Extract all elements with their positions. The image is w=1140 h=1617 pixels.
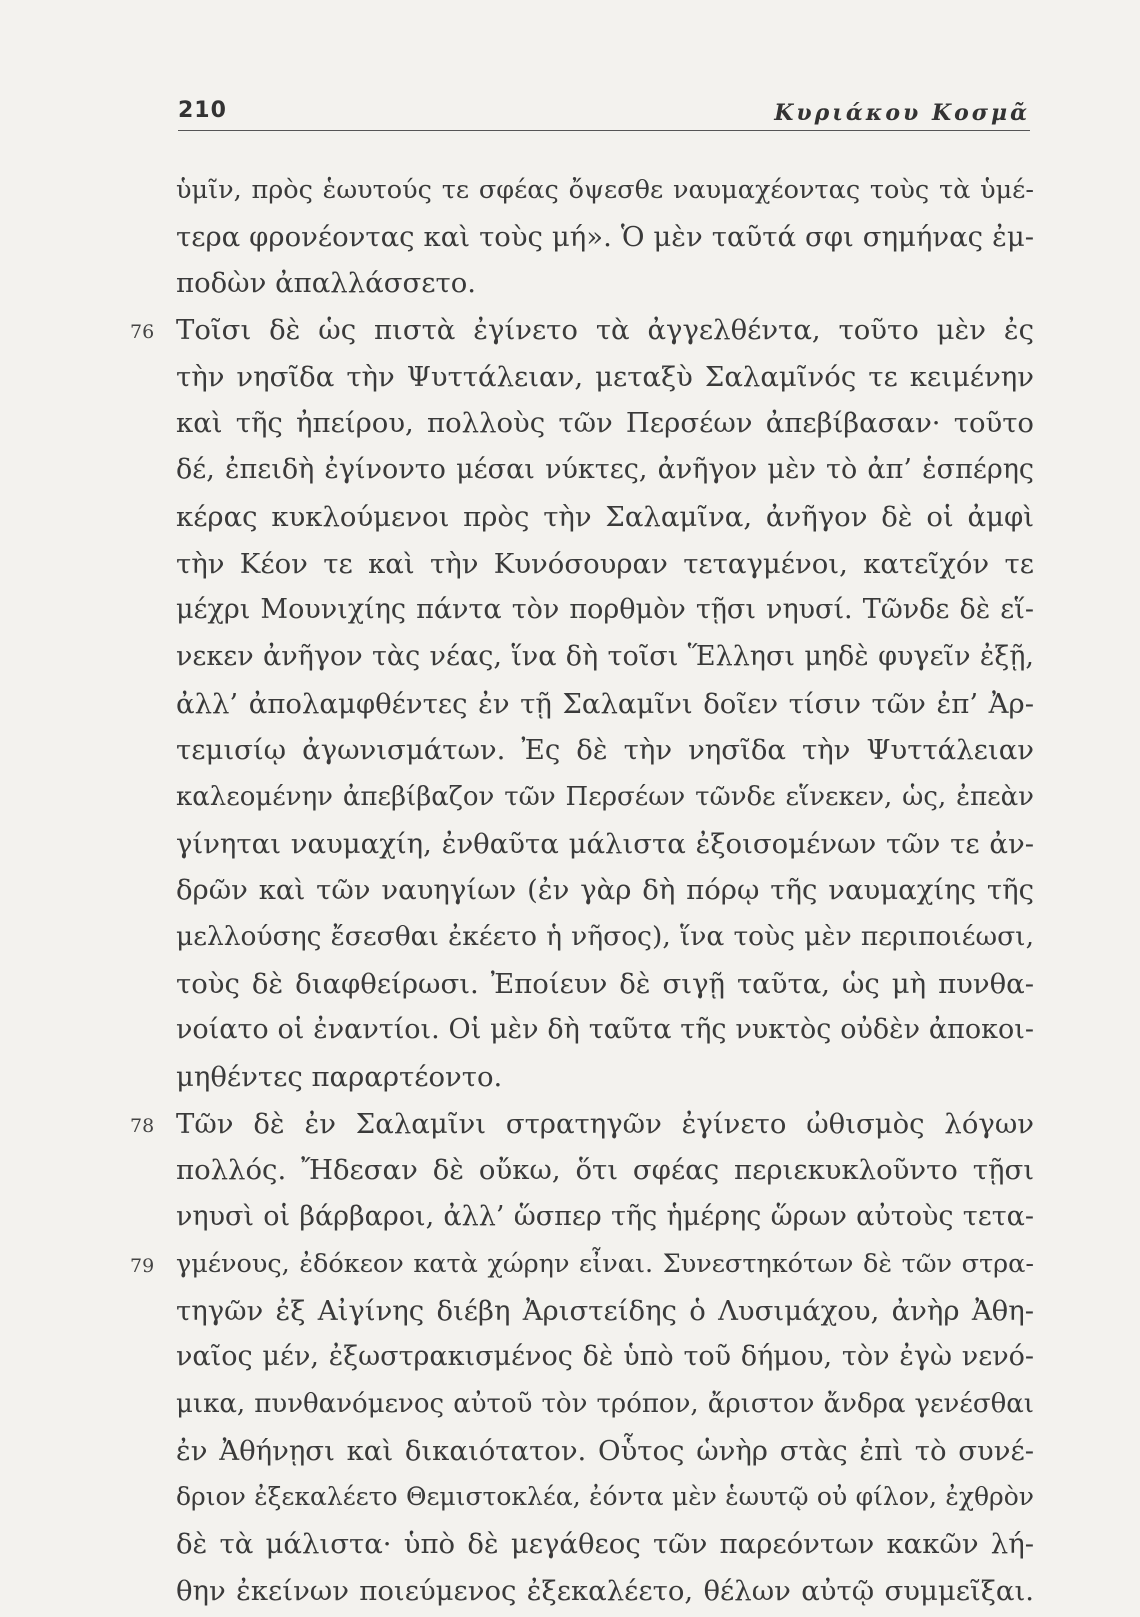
- text-line: [176, 450, 1034, 497]
- text-line-content: τὴν Κέον τε καὶ τὴν Κυνόσουραν τεταγμένοι, κατεῖχόν τε: [176, 547, 1034, 580]
- text-line: [130, 1244, 1034, 1291]
- text-line: [176, 1431, 1034, 1478]
- text-line-content: μικα, πυνθανόμενος αὐτοῦ τὸν τρόπον, ἄριστον ἄνδρα γενέσθαι: [176, 1388, 1034, 1419]
- text-line: [176, 730, 1034, 777]
- text-line: [176, 170, 1034, 217]
- text-line: [176, 357, 1034, 404]
- text-line: [130, 1104, 1034, 1151]
- text-line-content: μελλούσης ἔσεσθαι ἐκέετο ἡ νῆσος), ἵνα τοὺς μὲν περιποιέωσι,: [176, 921, 1034, 952]
- text-line: [176, 1057, 1034, 1104]
- text-line-content: καὶ τῆς ἠπείρου, πολλοὺς τῶν Περσέων ἀπεβίβασαν· τοῦτο: [176, 407, 1034, 440]
- text-line-content: καλεομένην ἀπεβίβαζον τῶν Περσέων τῶνδε εἵνεκεν, ὡς, ἐπεὰν: [176, 781, 1034, 812]
- text-line: [176, 684, 1034, 731]
- text-line: [176, 917, 1034, 964]
- text-line: [176, 1571, 1034, 1617]
- text-line: [176, 870, 1034, 917]
- page-number: 210: [178, 98, 227, 123]
- text-line: [176, 544, 1034, 591]
- text-line-content: δὲ τὰ μάλιστα· ὑπὸ δὲ μεγάθεος τῶν παρεόντων κακῶν λή-: [176, 1527, 1034, 1560]
- text-line: [176, 1010, 1034, 1057]
- text-line-content: δρῶν καὶ τῶν ναυηγίων (ἐν γὰρ δὴ πόρῳ τῆς ναυμαχίης τῆς: [176, 874, 1034, 907]
- text-line-content: ποδὼν ἀπαλλάσσετο.: [176, 267, 477, 300]
- text-line: [176, 590, 1034, 637]
- text-line-content: ναῖος μέν, ἐξωστρακισμένος δὲ ὑπὸ τοῦ δήμου, τὸν ἐγὼ νενό-: [176, 1341, 1034, 1373]
- text-line: [176, 1337, 1034, 1384]
- text-line: [176, 403, 1034, 450]
- margin-section-number: 79: [130, 1254, 155, 1277]
- running-head: Κυριάκου Κοσμᾶ: [774, 100, 1030, 126]
- text-line-content: ἐν Ἀθήνῃσι καὶ δικαιότατον. Οὗτος ὡνὴρ στὰς ἐπὶ τὸ συνέ-: [176, 1434, 1034, 1467]
- text-line-content: μέχρι Μουνιχίης πάντα τὸν πορθμὸν τῇσι νηυσί. Τῶνδε δὲ εἵ-: [176, 594, 1034, 626]
- text-line-content: ὑμῖν, πρὸς ἑωυτούς τε σφέας ὄψεσθε ναυμαχέοντας τοὺς τὰ ὑμέ-: [176, 175, 1034, 205]
- text-line-content: τηγῶν ἐξ Αἰγίνης διέβη Ἀριστείδης ὁ Λυσιμάχου, ἀνὴρ Ἀθη-: [176, 1294, 1034, 1327]
- text-line-content: μηθέντες παραρτέοντο.: [176, 1061, 503, 1094]
- text-line-content: τὴν νησῖδα τὴν Ψυττάλειαν, μεταξὺ Σαλαμῖνός τε κειμένην: [176, 360, 1034, 393]
- text-line-content: τερα φρονέοντας καὶ τοὺς μή». Ὁ μὲν ταῦτά σφι σημήνας ἐμ-: [176, 220, 1034, 253]
- text-line: [176, 777, 1034, 824]
- text-line-content: γμένους, ἐδόκεον κατὰ χώρην εἶναι. Συνεστηκότων δὲ τῶν στρα-: [176, 1248, 1034, 1279]
- text-line-content: γίνηται ναυμαχίη, ἐνθαῦτα μάλιστα ἐξοισομένων τῶν τε ἀν-: [176, 827, 1034, 860]
- text-line-content: δέ, ἐπειδὴ ἐγίνοντο μέσαι νύκτες, ἀνῆγον μὲν τὸ ἀπ’ ἑσπέρης: [176, 454, 1034, 486]
- margin-section-number: 78: [130, 1114, 155, 1137]
- text-line: [176, 497, 1034, 544]
- text-line-content: δριον ἐξεκαλέετο Θεμιστοκλέα, ἐόντα μὲν ἑωυτῷ οὐ φίλον, ἐχθρὸν: [176, 1482, 1034, 1512]
- text-line-content: τεμισίῳ ἀγωνισμάτων. Ἐς δὲ τὴν νησῖδα τὴν Ψυττάλειαν: [176, 734, 1034, 767]
- text-line: [176, 637, 1034, 684]
- text-line-content: κέρας κυκλούμενοι πρὸς τὴν Σαλαμῖνα, ἀνῆγον δὲ οἱ ἀμφὶ: [176, 500, 1034, 533]
- text-line-content: νηυσὶ οἱ βάρβαροι, ἀλλ’ ὥσπερ τῆς ἡμέρης ὥρων αὐτοὺς τετα-: [176, 1201, 1034, 1233]
- text-line: [176, 1150, 1034, 1197]
- text-line: [130, 310, 1034, 357]
- text-line: [176, 1477, 1034, 1524]
- text-line: [176, 1384, 1034, 1431]
- text-line: [176, 217, 1034, 264]
- text-line: [176, 824, 1034, 871]
- text-line: [176, 964, 1034, 1011]
- text-line: [176, 1197, 1034, 1244]
- page-header: [178, 96, 1030, 131]
- text-line-content: Τῶν δὲ ἐν Σαλαμῖνι στρατηγῶν ἐγίνετο ὠθισμὸς λόγων: [176, 1107, 1034, 1140]
- text-line-content: νοίατο οἱ ἐναντίοι. Οἱ μὲν δὴ ταῦτα τῆς νυκτὸς οὐδὲν ἀποκοι-: [176, 1014, 1034, 1046]
- text-line-content: ἀλλ’ ἀπολαμφθέντες ἐν τῇ Σαλαμῖνι δοῖεν τίσιν τῶν ἐπ’ Ἀρ-: [176, 687, 1034, 720]
- text-line-content: τοὺς δὲ διαφθείρωσι. Ἐποίευν δὲ σιγῇ ταῦτα, ὡς μὴ πυνθα-: [176, 967, 1034, 1000]
- text-line: [176, 1524, 1034, 1571]
- text-line-content: νεκεν ἀνῆγον τὰς νέας, ἵνα δὴ τοῖσι Ἕλλησι μηδὲ φυγεῖν ἐξῇ,: [176, 640, 1034, 672]
- body-text: [130, 170, 1034, 1617]
- text-line-content: Τοῖσι δὲ ὡς πιστὰ ἐγίνετο τὰ ἀγγελθέντα, τοῦτο μὲν ἐς: [176, 314, 1034, 347]
- text-line-content: πολλός. Ἤδεσαν δὲ οὔκω, ὅτι σφέας περιεκυκλοῦντο τῇσι: [176, 1154, 1034, 1187]
- text-line-content: θην ἐκείνων ποιεύμενος ἐξεκαλέετο, θέλων αὐτῷ συμμεῖξαι.: [176, 1574, 1034, 1607]
- margin-section-number: 76: [130, 321, 155, 344]
- text-line: [176, 263, 1034, 310]
- text-line: [176, 1291, 1034, 1338]
